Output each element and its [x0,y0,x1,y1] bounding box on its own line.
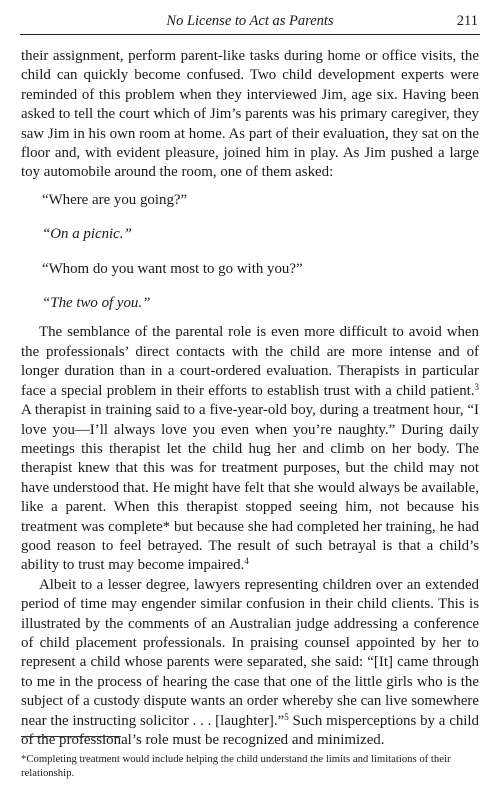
running-title: No License to Act as Parents [166,13,334,29]
paragraph-2-part-1: The semblance of the parental role is even more difficult to avoid when the professionals’ direct contacts with the child are more intense and of longer duration than in a court-ordered evaluation. Therapists in particular face a special problem in their efforts to establish trust with a child patient. [21,324,479,399]
dialogue-block [21,191,479,314]
body-text [21,47,479,750]
paragraph-1: their assignment, perform parent-like tasks during home or office visits, the child can quickly become confused. Two child development experts were reminded of this problem when they interviewed Jim, age six. Having been asked to tell the court which of Jim’s parents was his primary caregiver, they saw Jim in his own room at home. As part of their evaluation, they sat on the floor and, with evident pleasure, joined him in play. As Jim pushed a large toy automobile around the room, one of them asked: [21,48,479,181]
note-ref-5: 5 [284,711,289,722]
footnote-rule [21,736,121,737]
paragraph-3 [21,576,479,751]
note-ref-4: 4 [244,556,249,567]
footnote: *Completing treatment would include helping the child understand the limits and limitations of their relationship. [21,752,451,779]
page-number: 211 [456,13,478,29]
paragraph-2-part-2: A therapist in training said to a five-year-old boy, during a treatment hour, “I love you—I’ll always love you even when you’re naughty.” During daily meetings this therapist let the child hug her and climb on her body. The therapist knew that this was for treatment purposes, but the child may not have understood that. He might have felt that she would always be available, like a parent. When this therapist stopped seeing him, not because his treatment was complete* but because she had completed her training, he had good reason to feel betrayed. The result of such betrayal is that a child’s ability to trust may become impaired. [21,402,479,574]
running-header [20,8,480,35]
dialogue-line-4: “The two of you.” [42,295,151,312]
paragraph-2 [21,323,479,575]
paragraph-3-part-2: Such misperceptions by a child of the professional’s role must be recognized and minimized. [21,712,479,748]
paragraph-3-part-1: Albeit to a lesser degree, lawyers representing children over an extended period of time may engender similar confusion in their child clients. This is illustrated by the comments of an Australian judge addressing a conference of child placement professionals. In praising counsel appointed by her to represent a child whose parents were separated, she said: “[It] came through to me in the process of hearing the case that one of the little girls who is the subject of a custody dispute wants an order whereby she can live somewhere near the instructing solicitor . . . [laughter].” [21,576,479,729]
dialogue-line-3: “Whom do you want most to go with you?” [42,260,303,277]
note-ref-3: 3 [474,381,479,392]
dialogue-line-2: “On a picnic.” [42,226,132,243]
dialogue-line-1: “Where are you going?” [42,191,188,208]
